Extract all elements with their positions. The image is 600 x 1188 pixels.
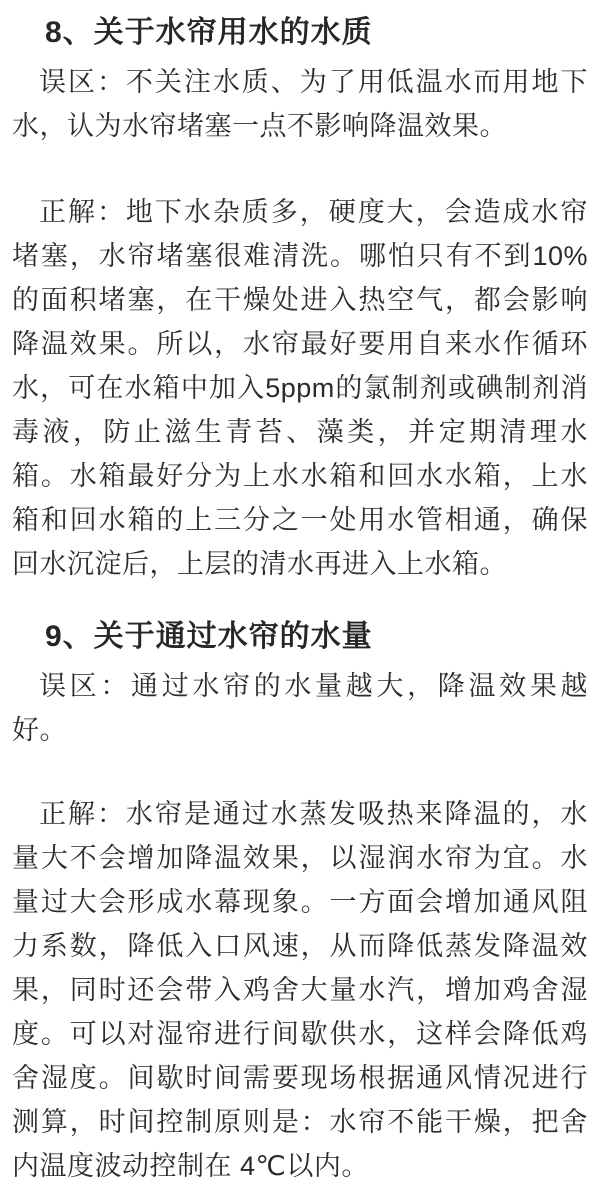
section-9-heading: 9、关于通过水帘的水量 (45, 620, 373, 653)
section-8-answer-paragraph: 正解：地下水杂质多，硬度大，会造成水帘堵塞，水帘堵塞很难清洗。哪怕只有不到10%的面积堵塞，在干燥处进入热空气，都会影响降温效果。所以，水帘最好要用自来水作循环水，可在水箱中加入5ppm的氯制剂或碘制剂消毒液，防止滋生青苔、藻类，并定期清理水箱。水箱最好分为上水水箱和回水水箱，上水箱和回水箱的上三分之一处用水管相通，确保回水沉淀后，上层的清水再进入上水箱。 (12, 197, 588, 579)
section-8-misconception-paragraph: 误区：不关注水质、为了用低温水而用地下水，认为水帘堵塞一点不影响降温效果。 (12, 67, 588, 141)
section-9-water-volume (12, 616, 588, 1188)
section-9-misconception-paragraph: 误区：通过水帘的水量越大，降温效果越好。 (12, 671, 588, 745)
section-8-heading: 8、关于水帘用水的水质 (45, 16, 373, 49)
section-9-answer-paragraph: 正解：水帘是通过水蒸发吸热来降温的，水量大不会增加降温效果，以湿润水帘为宜。水量过大会形成水幕现象。一方面会增加通风阻力系数，降低入口风速，从而降低蒸发降温效果，同时还会带入鸡舍大量水汽，增加鸡舍湿度。可以对湿帘进行间歇供水，这样会降低鸡舍湿度。间歇时间需要现场根据通风情况进行测算，时间控制原则是：水帘不能干燥，把舍内温度波动控制在 4℃以内。 (12, 799, 588, 1181)
section-8-water-quality (12, 12, 588, 586)
